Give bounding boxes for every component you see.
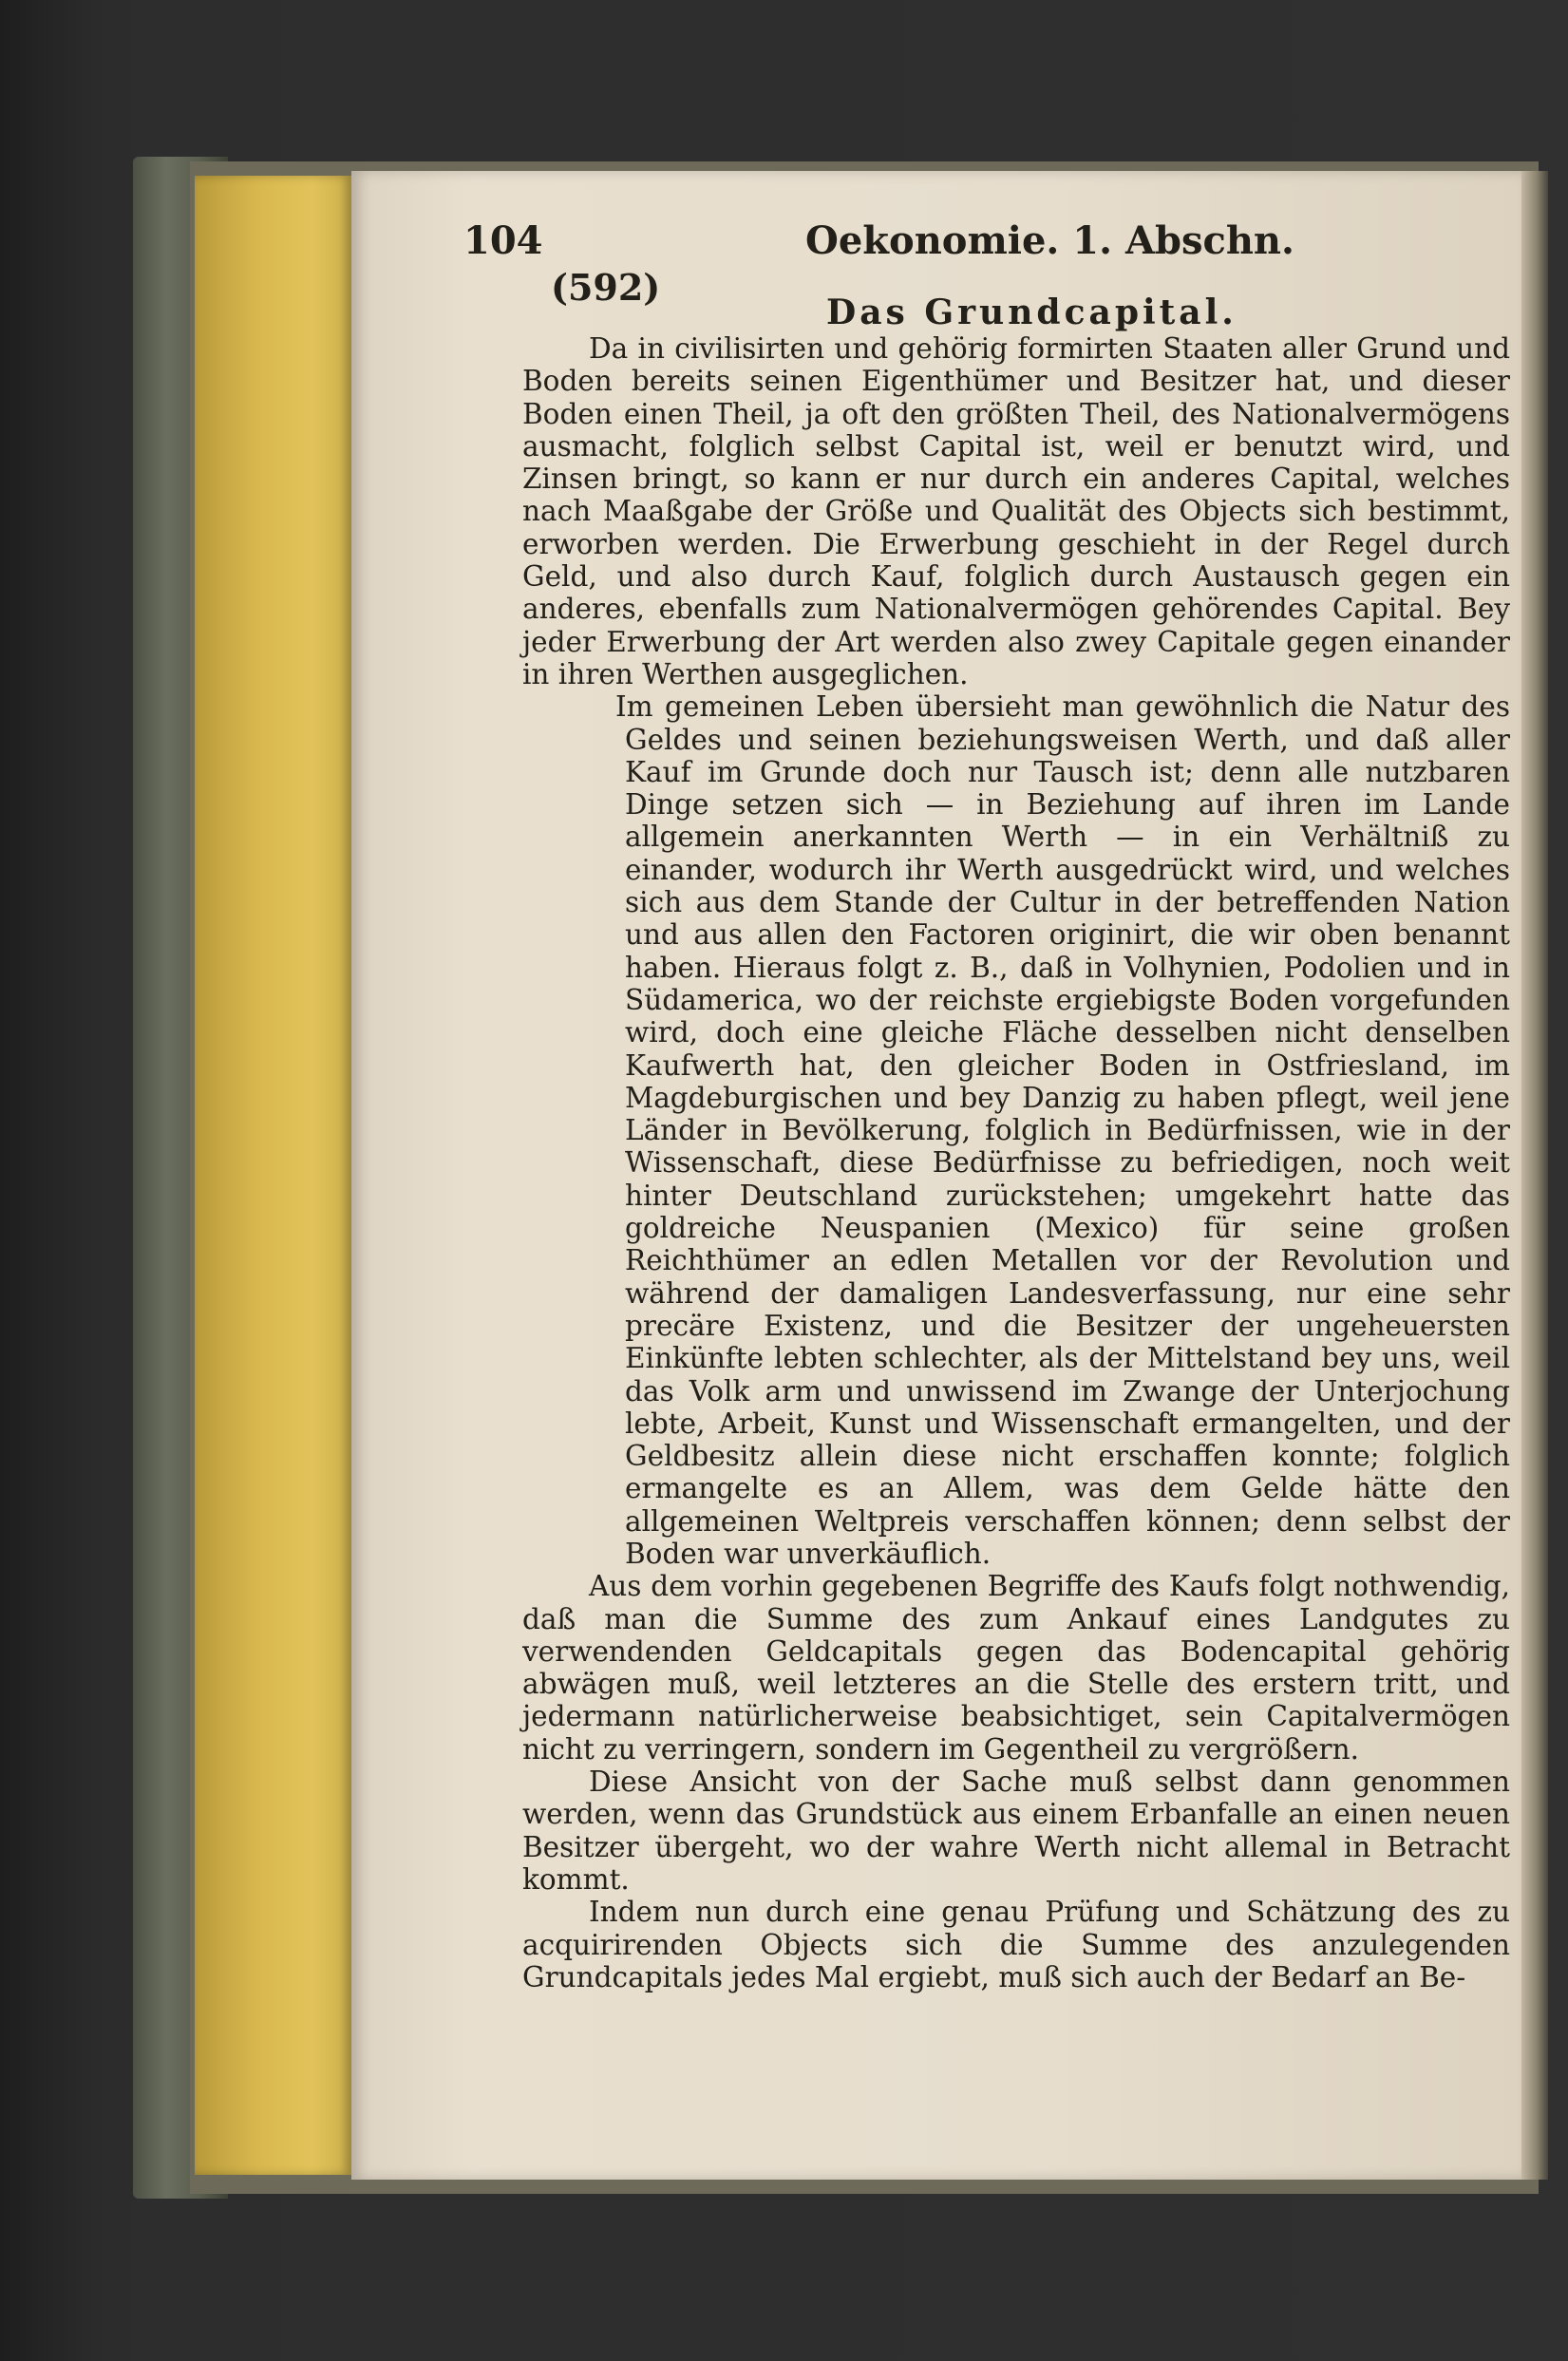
paragraph-1: Da in civilisirten und gehörig formirten Staaten aller Grund und Boden bereits seinen Eigenthümer und Besitzer hat, und dieser Boden einen Theil, ja oft den größten Theil, des Nationalvermögens ausmacht, folglich selbst Capital ist, weil er benutzt wird, und Zinsen bringt, so kann er nur durch ein anderes Capital, welches nach Maaßgabe der Größe und Qualität des Objects sich bestimmt, erworben werden. Die Erwerbung geschieht in der Regel durch Geld, und also durch Kauf, folglich durch Austausch gegen ein anderes, ebenfalls zum Nationalvermögen gehörendes Capital. Bey jeder Erwerbung der Art werden also zwey Capitale gegen einander in ihren Werthen ausgeglichen. [522,332,1510,690]
paragraph-5: Indem nun durch eine genau Prüfung und Schätzung des zu acquirirenden Objects sich die Summe des anzulegenden Grundcapitals jedes Mal ergiebt, muß sich auch der Bedarf an Be- [522,1896,1510,1993]
page-number: 104 [463,218,543,263]
paragraph-3: Aus dem vorhin gegebenen Begriffe des Kaufs folgt nothwendig, daß man die Summe des zum Ankauf eines Landgutes zu verwendenden Geldcapitals gegen das Bodencapital gehörig abwägen muß, weil letzteres an die Stelle des erstern tritt, und jedermann natürlicherweise beabsichtiget, sein Capitalvermögen nicht zu verringern, sondern im Gegentheil zu vergrößern. [522,1570,1510,1766]
body-text [522,332,1510,1993]
page-edge-gilt [195,176,351,2175]
section-number: (592) [551,266,661,309]
paragraph-4: Diese Ansicht von der Sache muß selbst dann genommen werden, wenn das Grundstück aus einem Erbanfalle an einen neuen Besitzer übergeht, wo der wahre Werth nicht allemal in Betracht kommt. [522,1766,1510,1896]
page-gutter-shadow [1520,171,1548,2180]
running-title: Oekonomie. 1. Abschn. [805,218,1294,263]
book-page [351,171,1521,2180]
paragraph-2: Im gemeinen Leben übersieht man gewöhnlich die Natur des Geldes und seinen beziehungsweisen Werth, und daß aller Kauf im Grunde doch nur Tausch ist; denn alle nutzbaren Dinge setzen sich — in Beziehung auf ihren im Lande allgemein anerkannten Werth — in ein Verhältniß zu einander, wodurch ihr Werth ausgedrückt wird, und welches sich aus dem Stande der Cultur in der betreffenden Nation und aus allen den Factoren originirt, die wir oben benannt haben. Hieraus folgt z. B., daß in Volhynien, Podolien und in Südamerica, wo der reichste ergiebigste Boden vorgefunden wird, doch eine gleiche Fläche desselben nicht denselben Kaufwerth hat, den gleicher Boden in Ostfriesland, im Magdeburgischen und bey Danzig zu haben pflegt, weil jene Länder in Bevölkerung, folglich in Bedürfnissen, wie in der Wissenschaft, diese Bedürfnisse zu befriedigen, noch weit hinter Deutschland zurückstehen; umgekehrt hatte das goldreiche Neuspanien (Mexico) für seine großen Reichthümer an edlen Metallen vor der Revolution und während der damaligen Landesverfassung, nur eine sehr precäre Existenz, und die Besitzer der ungeheuersten Einkünfte lebten schlechter, als der Mittelstand bey uns, weil das Volk arm und unwissend im Zwange der Unterjochung lebte, Arbeit, Kunst und Wissenschaft ermangelten, und der Geldbesitz allein diese nicht erschaffen konnte; folglich ermangelte es an Allem, was dem Gelde hätte den allgemeinen Weltpreis verschaffen können; denn selbst der Boden war unverkäuflich. [615,690,1510,1570]
section-heading: Das Grundcapital. [826,293,1237,332]
